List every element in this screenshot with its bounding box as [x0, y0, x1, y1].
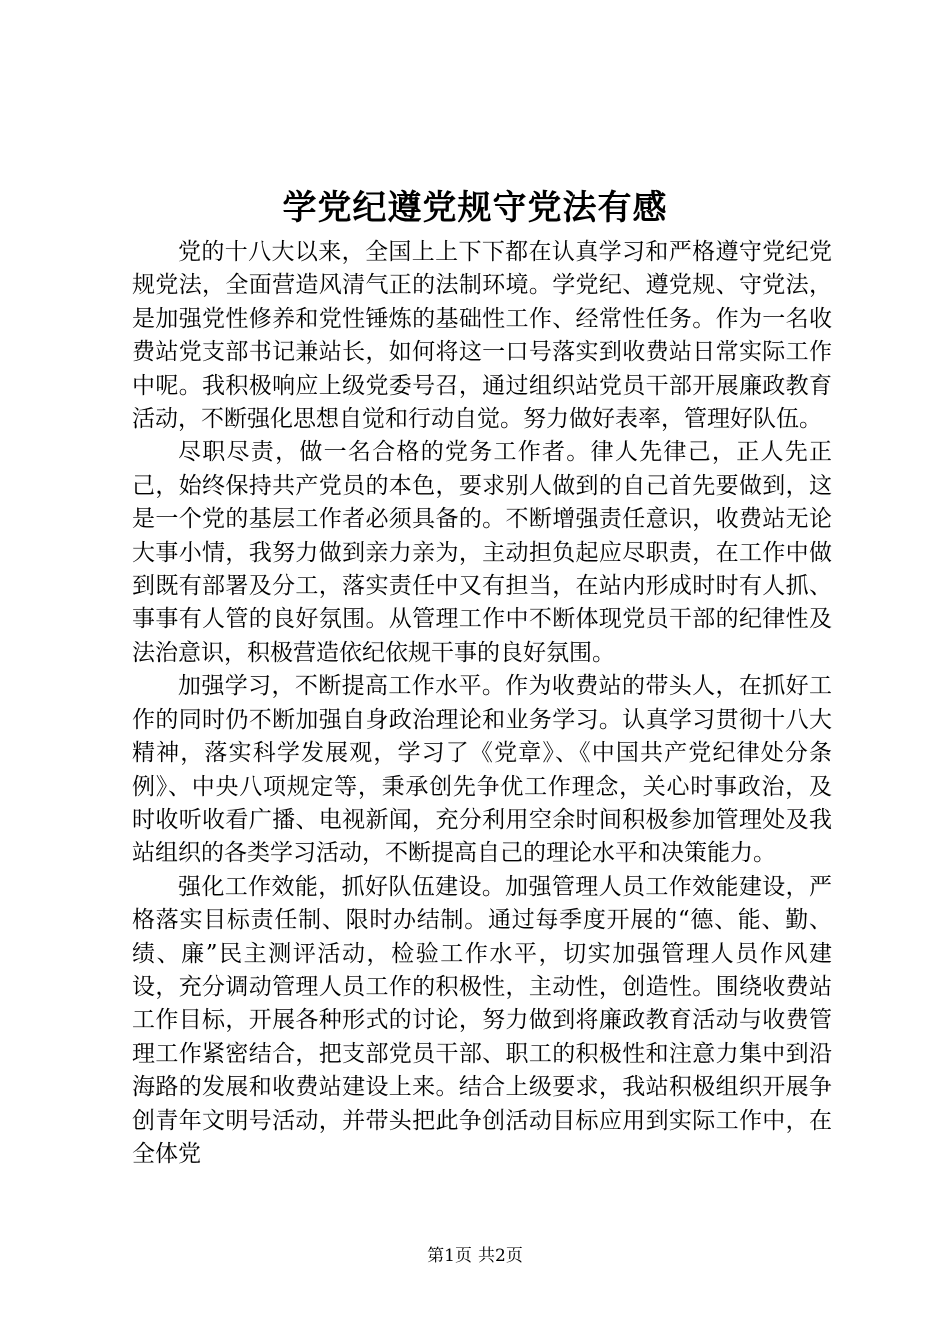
paragraph-duty: 尽职尽责，做一名合格的党务工作者。律人先律己，正人先正己，始终保持共产党员的本色，要求别人做到的自己首先要做到，这是一个党的基层工作者必须具备的。不断增强责任意识，收费站无论大事小情，我努力做到亲力亲为，主动担负起应尽职责，在工作中做到既有部署及分工，落实责任中又有担当，在站内形成时时有人抓、事事有人管的良好氛围。从管理工作中不断体现党员干部的纪律性及法治意识，积极营造依纪依规干事的良好氛围。	[132, 439, 832, 666]
document-title: 学党纪遵党规守党法有感	[282, 188, 668, 228]
paragraph-efficiency: 强化工作效能，抓好队伍建设。加强管理人员工作效能建设，严格落实目标责任制、限时办结制。通过每季度开展的“德、能、勤、绩、廉”民主测评活动，检验工作水平，切实加强管理人员作风建设，充分调动管理人员工作的积极性，主动性，创造性。围绕收费站工作目标，开展各种形式的讨论，努力做到将廉政教育活动与收费管理工作紧密结合，把支部党员干部、职工的积极性和注意力集中到沿海路的发展和收费站建设上来。结合上级要求，我站积极组织开展争创青年文明号活动，并带头把此争创活动目标应用到实际工作中，在全体党	[132, 873, 832, 1167]
page-number-total: 共2页	[478, 1246, 523, 1266]
paragraph-study: 加强学习，不断提高工作水平。作为收费站的带头人，在抓好工作的同时仍不断加强自身政治理论和业务学习。认真学习贯彻十八大精神，落实科学发展观，学习了《党章》、《中国共产党纪律处分条例》、中央八项规定等，秉承创先争优工作理念，关心时事政治，及时收听收看广播、电视新闻，充分利用空余时间积极参加管理处及我站组织的各类学习活动，不断提高自己的理论水平和决策能力。	[132, 673, 832, 867]
document-body	[132, 236, 832, 1171]
paragraph-intro: 党的十八大以来，全国上上下下都在认真学习和严格遵守党纪党规党法，全面营造风清气正的法制环境。学党纪、遵党规、守党法，是加强党性修养和党性锤炼的基础性工作、经常性任务。作为一名收费站党支部书记兼站长，如何将这一口号落实到收费站日常实际工作中呢。我积极响应上级党委号召，通过组织站党员干部开展廉政教育活动，不断强化思想自觉和行动自觉。努力做好表率，管理好队伍。	[132, 239, 832, 433]
page-footer	[0, 1244, 950, 1268]
page-number-current: 第1页	[427, 1246, 472, 1266]
